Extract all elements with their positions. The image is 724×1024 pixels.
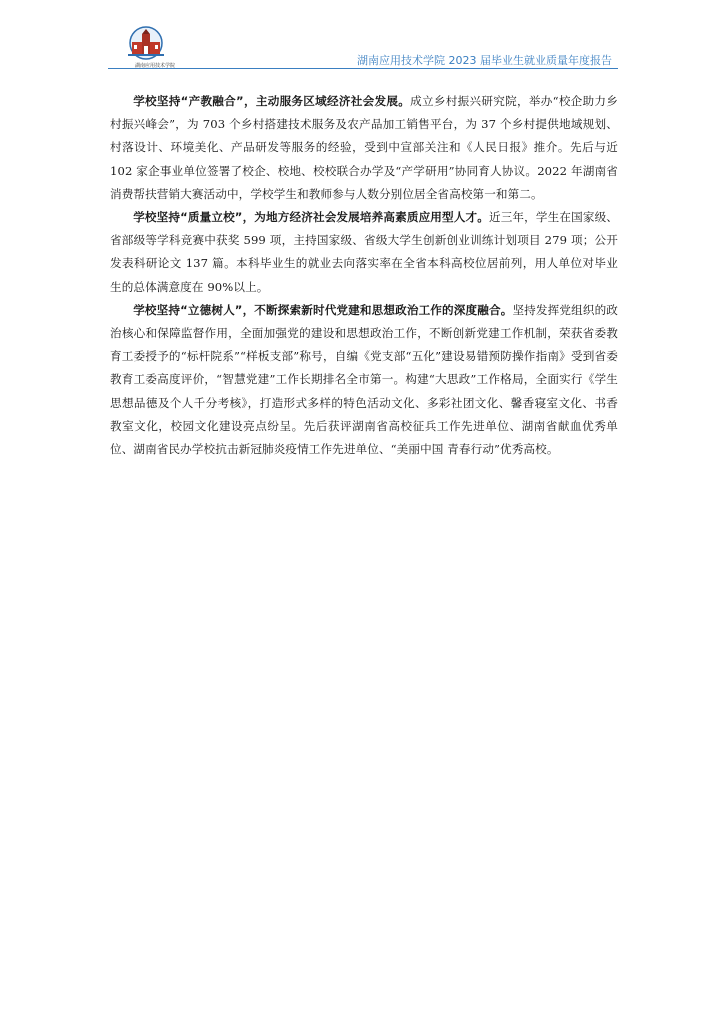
paragraph-quality xyxy=(110,206,618,299)
page-header xyxy=(108,22,618,68)
paragraph-moral-education xyxy=(110,299,618,461)
paragraph-industry-education xyxy=(110,90,618,206)
paragraph-body: 近三年，学生在国家级、省部级等学科竞赛中获奖 599 项，主持国家级、省级大学生创新创业训练计划项目 279 项；公开发表科研论文 137 篇。本科毕业生的就业去向落实率在全省本科高校位居前列，用人单位对毕业生的总体满意度在 90%以上。 xyxy=(110,210,618,294)
logo-caption: 湖南应用技术学院 xyxy=(134,63,175,69)
paragraph-lead: 学校坚持“立德树人”，不断探索新时代党建和思想政治工作的深度融合。 xyxy=(133,302,513,317)
report-title: 湖南应用技术学院 2023 届毕业生就业质量年度报告 xyxy=(357,54,612,67)
header-divider xyxy=(108,68,618,69)
paragraph-body: 成立乡村振兴研究院，举办“校企助力乡村振兴峰会”，为 703 个乡村搭建技术服务及农产品加工销售平台，为 37 个乡村提供地域规划、村落设计、环境美化、产品研发等服务的经验，受到中宣部关注和《人民日报》推介。先后与近 102 家企事业单位签署了校企、校地、校校联合办学及“产学研用”协同育人协议。2022 年湖南省消费帮扶营销大赛活动中，学校学生和教师参与人数分别位居全省高校第一和第二。 xyxy=(110,94,618,201)
paragraph-lead: 学校坚持“质量立校”，为地方经济社会发展培养高素质应用型人才。 xyxy=(133,210,489,225)
body-text xyxy=(110,90,618,461)
school-building-icon xyxy=(120,26,172,66)
paragraph-body: 坚持发挥党组织的政治核心和保障监督作用，全面加强党的建设和思想政治工作，不断创新党建工作机制，荣获省委教育工委授予的“标杆院系”“样板支部”称号，自编《党支部“五化”建设易错预防操作指南》受到省委教育工委高度评价，“智慧党建”工作长期排名全市第一。构建“大思政”工作格局，全面实行《学生思想品德及个人千分考核》，打造形式多样的特色活动文化、多彩社团文化、馨香寝室文化、书香教室文化，校园文化建设亮点纷呈。先后获评湖南省高校征兵工作先进单位、湖南省献血优秀单位、湖南省民办学校抗击新冠肺炎疫情工作先进单位、“美丽中国 青春行动”优秀高校。 xyxy=(110,302,618,457)
school-logo xyxy=(120,26,175,69)
paragraph-lead: 学校坚持“产教融合”，主动服务区域经济社会发展。 xyxy=(133,94,411,108)
